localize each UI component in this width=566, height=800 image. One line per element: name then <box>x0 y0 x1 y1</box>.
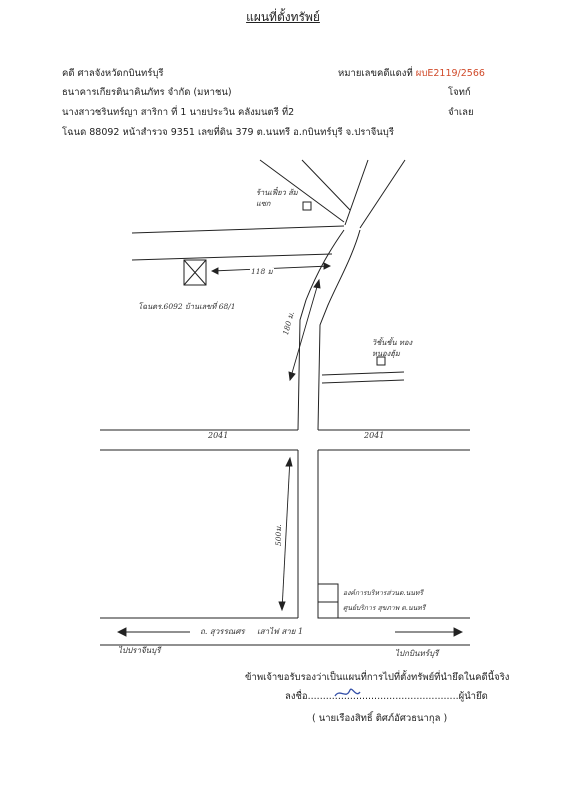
signature-suffix: ผู้นำยึด <box>458 691 488 702</box>
property-marker <box>184 260 206 285</box>
label-main-road: ถ. สุวรรณศร <box>200 627 245 636</box>
label-to-right: ไปกบินทร์บุรี <box>395 649 439 658</box>
defendant-name: นางสาวชรินทร์ญา สาริกา ที่ 1 นายประวิน คลังมนตรี ที่2 <box>62 107 295 118</box>
certification-statement: ข้าพเจ้าขอรับรองว่าเป็นแผนที่การไปที่ตั้งทรัพย์ที่นำยึดในคดีนี้จริง <box>245 672 510 683</box>
signer-name: ( นายเรืองสิทธิ์ ติศภ์อัศวธนากุล ) <box>312 713 448 724</box>
case-number-value: ผบE2119/2566 <box>415 68 485 79</box>
office-box-2 <box>318 602 338 618</box>
case-number-prefix: หมายเลขคดีแดงที่ <box>338 68 413 79</box>
label-road-marker: เสาไฟ สาย 1 <box>257 627 304 636</box>
label-distance-long: 500ม. <box>274 524 283 546</box>
side-road-bottom <box>132 254 332 260</box>
plaintiff-role: โจทก์ <box>448 87 471 98</box>
defendant-role: จำเลย <box>448 107 474 118</box>
side-road-top <box>132 226 344 233</box>
dimension-arrow-vertical <box>290 280 319 380</box>
curved-road-right <box>318 230 360 430</box>
case-court: คดี ศาลจังหวัดกบินทร์บุรี <box>62 68 164 79</box>
label-road-2041-right: 2041 <box>364 431 385 440</box>
label-to-left: ไปปราจีนบุรี <box>118 646 161 655</box>
document-title: แผนที่ตั้งทรัพย์ <box>246 10 320 24</box>
label-house: วิชั้นชั้น ทอง หนองฮุ้ม <box>372 338 413 358</box>
label-property: โฉนดร.6092 บ้านเลขที่ 68/1 <box>138 302 236 311</box>
signature-dots: .................................................. <box>307 691 459 702</box>
label-shop: ร้านเฟี๋ยว ส้มแซก <box>256 188 298 208</box>
label-office-2: ศูนย์บริการ สุขภาพ ต.นนทรี <box>343 604 426 612</box>
signature-line <box>285 692 488 702</box>
label-office-1: องค์การบริหารส่วนต.นนทรี <box>343 589 424 597</box>
road-diagonal-right <box>345 160 368 225</box>
plaintiff-name: ธนาคารเกียรตินาคินภัทร จำกัด (มหาชน) <box>62 87 232 98</box>
signature-prefix: ลงชื่อ <box>285 691 308 702</box>
office-box-1 <box>318 584 338 602</box>
label-road-2041-left: 2041 <box>208 431 229 440</box>
label-distance-vertical: 180 ม. <box>281 310 296 337</box>
label-distance-horizontal: 118 ม <box>251 267 273 276</box>
property-description: โฉนด 88092 หน้าสำรวจ 9351 เลขที่ดิน 379 ต.นนทรี อ.กบินทร์บุรี จ.ปราจีนบุรี <box>62 127 394 138</box>
dimension-arrow-long <box>282 458 290 610</box>
